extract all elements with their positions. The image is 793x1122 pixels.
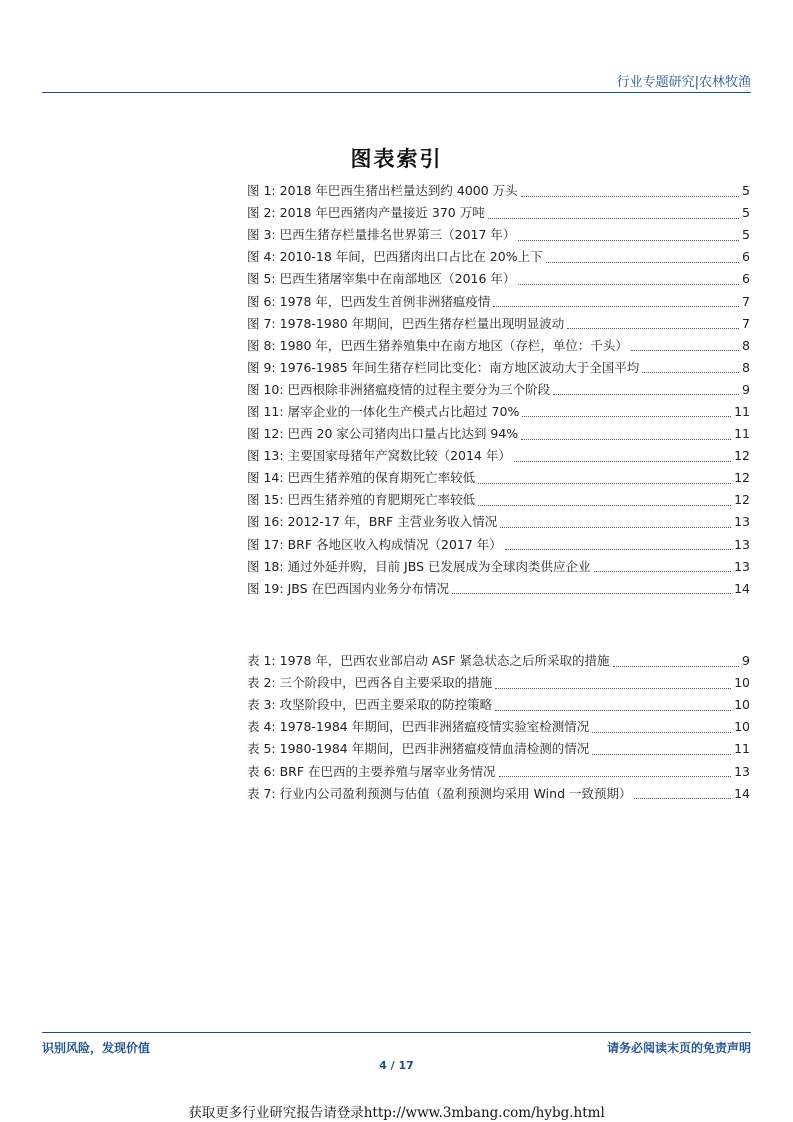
figure-index-entry-page-number: 12 [734,492,750,508]
figure-index-entry[interactable] [247,423,750,445]
figure-index-entry[interactable] [247,467,750,489]
figure-index-entry-page-number: 13 [734,514,750,530]
dot-leader [631,338,739,351]
dot-leader [592,742,731,755]
table-index-entry-label: 表 2: 三个阶段中，巴西各自主要采取的措施 [247,675,493,691]
figure-index-entry-page-number: 6 [742,271,750,287]
figure-index-entry-label: 图 14: 巴西生猪养殖的保育期死亡率较低 [247,470,476,486]
table-index-entry[interactable] [247,716,750,738]
figure-index-entry-label: 图 11: 屠宰企业的一体化生产模式占比超过 70% [247,403,520,419]
table-index-entry-page-number: 11 [734,741,750,757]
figure-index-entry[interactable] [247,511,750,533]
figure-index-entry-page-number: 11 [734,403,750,419]
dot-leader [493,294,739,307]
figure-index-entry-page-number: 9 [742,381,750,397]
footer-slogan: 识别风险，发现价值 [42,1041,151,1055]
figure-index-entry-page-number: 11 [734,426,750,442]
table-index-entry-label: 表 1: 1978 年，巴西农业部启动 ASF 紧急状态之后所采取的措施 [247,653,610,669]
table-index-entry[interactable] [247,783,750,805]
page-title: 图表索引 [350,146,443,171]
figure-index-entry[interactable] [247,556,750,578]
figure-index-entry-page-number: 7 [742,293,750,309]
figure-index-entry[interactable] [247,224,750,246]
table-index-entry-label: 表 6: BRF 在巴西的主要养殖与屠宰业务情况 [247,763,496,779]
table-index-entry-page-number: 9 [742,653,750,669]
figure-index-entry[interactable] [247,578,750,600]
table-index-list [247,650,750,805]
figure-index-entry[interactable] [247,335,750,357]
figure-index-entry-label: 图 1: 2018 年巴西生猪出栏量达到约 4000 万头 [247,183,518,199]
figure-index-entry[interactable] [247,180,750,202]
figure-index-entry-label: 图 12: 巴西 20 家公司猪肉出口量占比达到 94% [247,426,519,442]
figure-index-entry-page-number: 6 [742,249,750,265]
figure-index-entry-label: 图 13: 主要国家母猪年产窝数比较（2014 年） [247,448,511,464]
dot-leader [495,698,731,711]
dot-leader [514,449,731,462]
table-index-entry[interactable] [247,672,750,694]
figure-index-entry[interactable] [247,489,750,511]
dot-leader [478,471,731,484]
dot-leader [592,720,731,733]
dot-leader [642,360,739,373]
table-index-entry[interactable] [247,760,750,782]
figure-index-entry[interactable] [247,379,750,401]
figure-index-entry-label: 图 19: JBS 在巴西国内业务分布情况 [247,580,450,596]
figure-index-list [247,180,750,600]
figure-index-entry-label: 图 4: 2010-18 年间，巴西猪肉出口占比在 20%上下 [247,249,543,265]
figure-index-entry-label: 图 7: 1978-1980 年期间，巴西生猪存栏量出现明显波动 [247,315,565,331]
figure-index-entry-label: 图 2: 2018 年巴西猪肉产量接近 370 万吨 [247,205,485,221]
figure-index-entry-label: 图 6: 1978 年，巴西发生首例非洲猪瘟疫情 [247,293,491,309]
table-index-entry[interactable] [247,650,750,672]
table-index-entry-label: 表 7: 行业内公司盈利预测与估值（盈利预测均采用 Wind 一致预期） [247,785,632,801]
dot-leader [505,537,731,550]
header-divider [42,92,751,93]
figure-index-entry-label: 图 15: 巴西生猪养殖的育肥期死亡率较低 [247,492,476,508]
table-index-entry-page-number: 13 [734,763,750,779]
figure-index-entry-page-number: 5 [742,205,750,221]
figure-index-entry-label: 图 17: BRF 各地区收入构成情况（2017 年） [247,536,502,552]
dot-leader [488,206,739,219]
figure-index-entry[interactable] [247,290,750,312]
dot-leader [594,559,732,572]
dot-leader [495,676,731,689]
dot-leader [499,764,732,777]
footer-divider [42,1032,751,1033]
dot-leader [546,250,739,263]
dot-leader [518,228,739,241]
figure-index-entry-label: 图 5: 巴西生猪屠宰集中在南部地区（2016 年） [247,271,516,287]
table-index-entry-label: 表 3: 攻坚阶段中，巴西主要采取的防控策略 [247,697,493,713]
footer-disclaimer-link[interactable]: 请务必阅读末页的免责声明 [606,1041,751,1055]
dot-leader [553,382,739,395]
figure-index-entry-page-number: 13 [734,536,750,552]
dot-leader [522,404,731,417]
figure-index-entry-page-number: 5 [742,183,750,199]
dot-leader [478,493,731,506]
figure-index-entry[interactable] [247,357,750,379]
figure-index-entry-page-number: 8 [742,359,750,375]
figure-index-entry-page-number: 13 [734,558,750,574]
figure-index-entry-label: 图 18: 通过外延并购，目前 JBS 已发展成为全球肉类供应企业 [247,558,591,574]
page-number: 4 / 17 [379,1059,414,1072]
figure-index-entry-page-number: 12 [734,448,750,464]
figure-index-entry[interactable] [247,401,750,423]
dot-leader [634,786,731,799]
dot-leader [521,427,731,440]
figure-index-entry-page-number: 14 [734,580,750,596]
table-index-entry[interactable] [247,738,750,760]
figure-index-entry-page-number: 8 [742,337,750,353]
dot-leader [500,515,731,528]
table-index-entry-label: 表 4: 1978-1984 年期间，巴西非洲猪瘟疫情实验室检测情况 [247,719,590,735]
figure-index-entry[interactable] [247,534,750,556]
bottom-banner-link[interactable]: 获取更多行业研究报告请登录http://www.3mbang.com/hybg.html [188,1105,605,1121]
figure-index-entry-page-number: 5 [742,227,750,243]
figure-index-entry-page-number: 7 [742,315,750,331]
figure-index-entry-label: 图 10: 巴西根除非洲猪瘟疫情的过程主要分为三个阶段 [247,381,551,397]
header-section-title: 行业专题研究|农林牧渔 [616,75,751,90]
dot-leader [521,184,739,197]
figure-index-entry-label: 图 8: 1980 年，巴西生猪养殖集中在南方地区（存栏，单位：千头） [247,337,628,353]
figure-index-entry-label: 图 9: 1976-1985 年间生猪存栏同比变化：南方地区波动大于全国平均 [247,359,640,375]
table-index-entry-page-number: 14 [734,785,750,801]
table-index-entry-page-number: 10 [734,719,750,735]
dot-leader [613,654,740,667]
figure-index-entry-label: 图 3: 巴西生猪存栏量排名世界第三（2017 年） [247,227,516,243]
figure-index-entry[interactable] [247,313,750,335]
figure-index-entry[interactable] [247,202,750,224]
dot-leader [567,316,739,329]
table-index-entry-page-number: 10 [734,697,750,713]
dot-leader [452,581,731,594]
figure-index-entry-page-number: 12 [734,470,750,486]
figure-index-entry[interactable] [247,268,750,290]
figure-index-entry[interactable] [247,445,750,467]
table-index-entry-page-number: 10 [734,675,750,691]
figure-index-entry[interactable] [247,246,750,268]
dot-leader [518,272,739,285]
table-index-entry[interactable] [247,694,750,716]
figure-index-entry-label: 图 16: 2012-17 年，BRF 主营业务收入情况 [247,514,498,530]
table-index-entry-label: 表 5: 1980-1984 年期间，巴西非洲猪瘟疫情血清检测的情况 [247,741,590,757]
